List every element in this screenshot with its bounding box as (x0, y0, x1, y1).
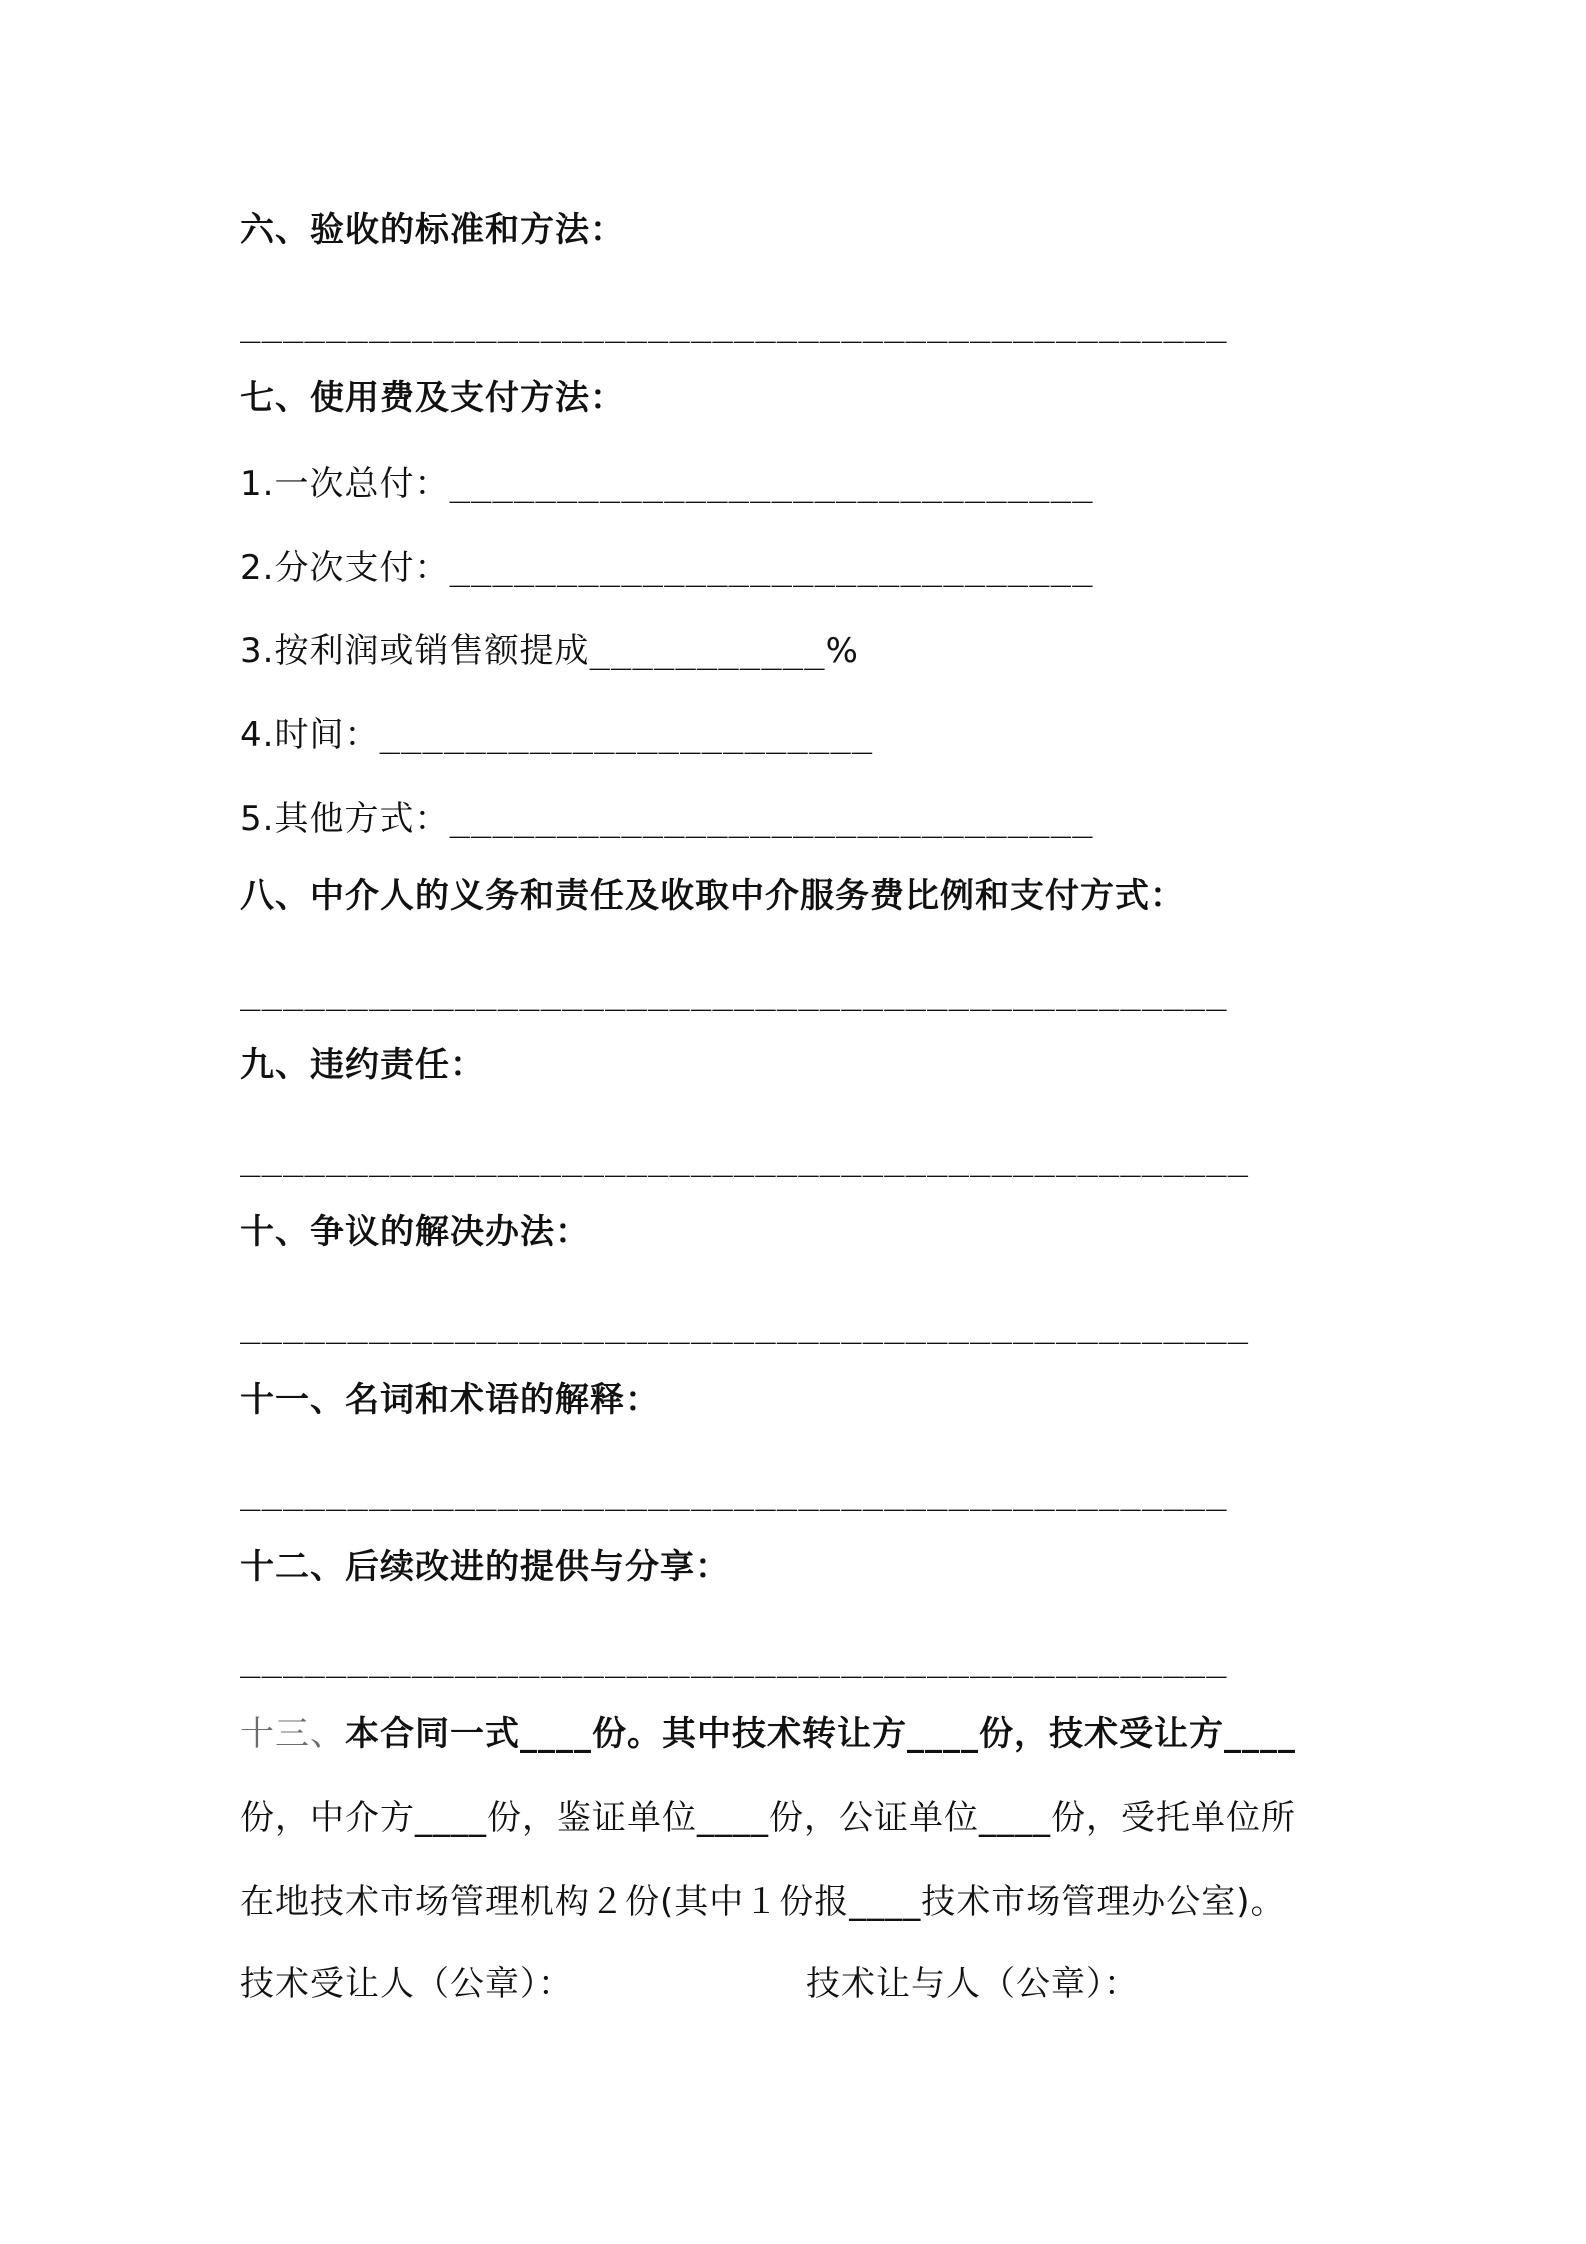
payment-item-3-blank[interactable]: ___________ (589, 631, 826, 671)
payment-item-2-label: 2.分次支付： (240, 548, 450, 588)
section-13-text-1: 本合同一式____份。其中技术转让方____份，技术受让方____ (345, 1714, 1296, 1754)
payment-item-4-blank[interactable]: _______________________ (379, 715, 874, 755)
payment-item-4-label: 4.时间： (240, 715, 380, 755)
section-12-blank[interactable]: ______________________________________________ (240, 1639, 1228, 1679)
section-9-blank[interactable]: _______________________________________________ (240, 1138, 1250, 1178)
section-8-blank[interactable]: ______________________________________________ (240, 972, 1228, 1012)
section-13-line-2: 份，中介方____份，鉴证单位____份，公证单位____份，受托单位所 (240, 1798, 1296, 1838)
transferee-seal-label: 技术受让人（公章）： (240, 1964, 573, 2004)
payment-item-2-blank[interactable]: ______________________________ (449, 548, 1094, 588)
payment-item-3 (240, 629, 859, 673)
payment-item-4 (240, 713, 873, 757)
payment-item-1-label: 1.一次总付： (240, 464, 450, 504)
section-12-heading: 十二、后续改进的提供与分享： (240, 1547, 730, 1587)
section-13-line-1 (240, 1712, 1296, 1756)
payment-item-2 (240, 546, 1094, 590)
payment-item-3-label: 3.按利润或销售额提成 (240, 631, 590, 671)
section-7-heading: 七、使用费及支付方法： (240, 378, 625, 418)
transferor-seal-label: 技术让与人（公章）： (806, 1964, 1139, 2004)
section-10-blank[interactable]: _______________________________________________ (240, 1305, 1250, 1345)
section-9-heading: 九、违约责任： (240, 1045, 485, 1085)
percent-sign: % (825, 631, 859, 671)
payment-item-1-blank[interactable]: ______________________________ (449, 464, 1094, 504)
section-11-blank[interactable]: ______________________________________________ (240, 1472, 1228, 1512)
section-8-heading: 八、中介人的义务和责任及收取中介服务费比例和支付方式： (240, 876, 1185, 916)
section-13-prefix: 十三、 (240, 1714, 345, 1754)
payment-item-1 (240, 462, 1094, 506)
section-13-line-3: 在地技术市场管理机构２份(其中１份报____技术市场管理办公室)。 (240, 1882, 1286, 1922)
payment-item-5 (240, 797, 1094, 841)
section-6-blank[interactable]: ______________________________________________ (240, 304, 1228, 344)
payment-item-5-label: 5.其他方式： (240, 799, 450, 839)
section-10-heading: 十、争议的解决办法： (240, 1212, 590, 1252)
payment-item-5-blank[interactable]: ______________________________ (449, 799, 1094, 839)
section-11-heading: 十一、名词和术语的解释： (240, 1380, 660, 1420)
section-6-heading: 六、验收的标准和方法： (240, 210, 625, 250)
